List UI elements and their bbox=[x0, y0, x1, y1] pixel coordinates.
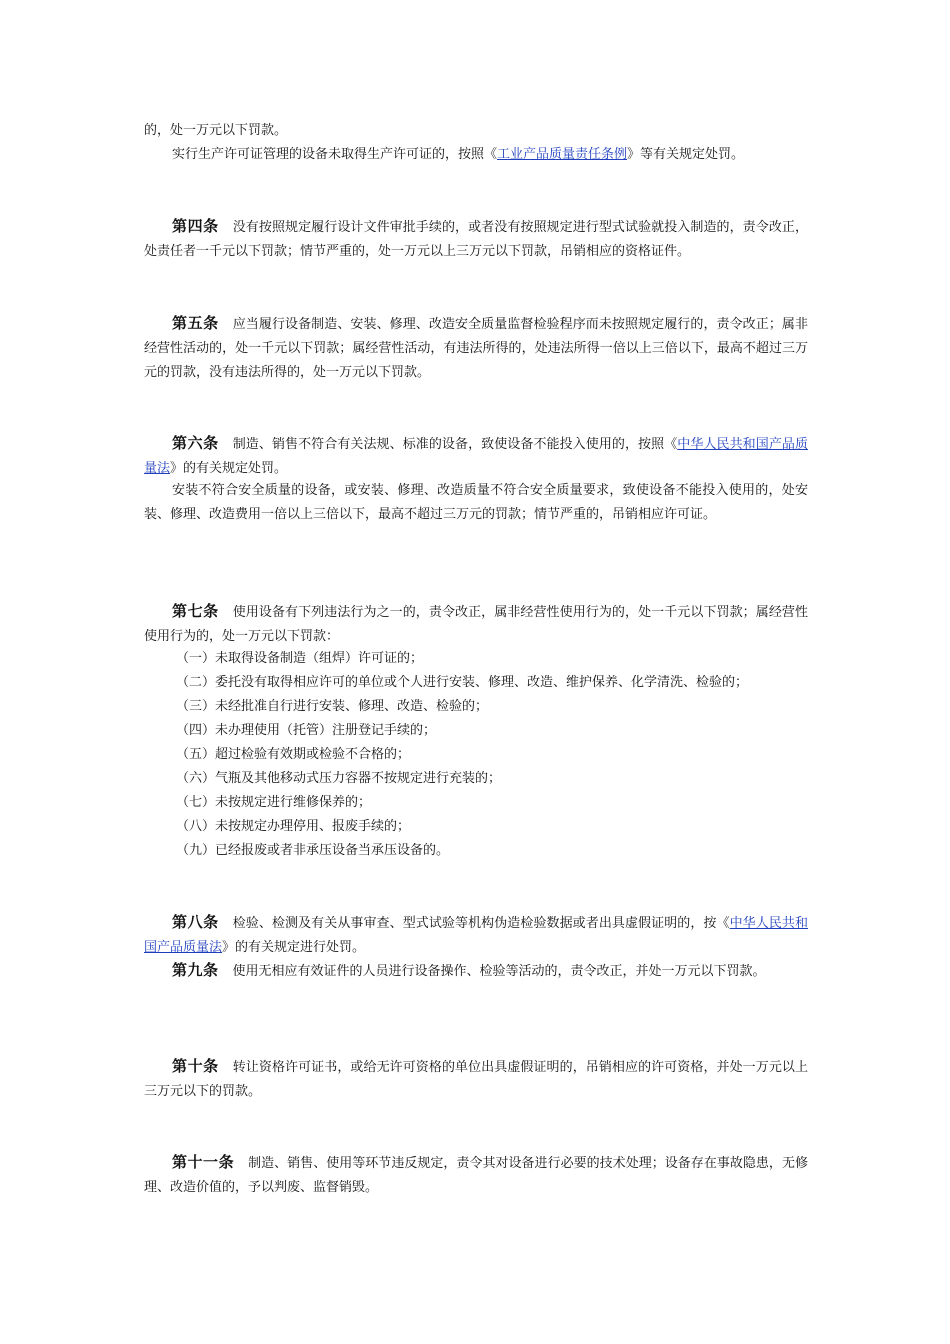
link-product-quality-law-2[interactable]: 中华人民共和国产品质量法 bbox=[144, 916, 808, 955]
article-5-title: 第五条 bbox=[172, 314, 219, 332]
link-industrial-product-quality-regulation[interactable]: 工业产品质量责任条例 bbox=[497, 147, 628, 162]
intro-line-2: 实行生产许可证管理的设备未取得生产许可证的，按照《工业产品质量责任条例》等有关规定处罚。 bbox=[172, 147, 745, 162]
article-5-body: 应当履行设备制造、安装、修理、改造安全质量监督检验程序而未按照规定履行的，责令改正；属非经营性活动的，处一千元以下罚款；属经营性活动，有违法所得的，处违法所得一倍以上三倍以下，最高不超过三万元的罚款，没有违法所得的，处一万元以下罚款。 bbox=[144, 317, 808, 380]
article-7-item: （四）未办理使用（托管）注册登记手续的； bbox=[176, 723, 437, 738]
article-7-item: （六）气瓶及其他移动式压力容器不按规定进行充装的； bbox=[176, 771, 502, 786]
article-7-item: （七）未按规定进行维修保养的； bbox=[176, 795, 372, 810]
intro-line-1: 的，处一万元以下罚款。 bbox=[144, 123, 288, 138]
article-4 bbox=[144, 214, 808, 264]
article-7-item: （九）已经报废或者非承压设备当承压设备的。 bbox=[176, 843, 450, 858]
article-4-title: 第四条 bbox=[172, 217, 219, 235]
article-9 bbox=[144, 958, 808, 984]
article-5 bbox=[144, 311, 808, 385]
article-9-body: 使用无相应有效证件的人员进行设备操作、检验等活动的，责令改正，并处一万元以下罚款。 bbox=[232, 964, 766, 979]
article-7 bbox=[144, 599, 808, 649]
article-7-item: （一）未取得设备制造（组焊）许可证的； bbox=[176, 651, 424, 666]
article-7-item: （五）超过检验有效期或检验不合格的； bbox=[176, 747, 411, 762]
article-11-title: 第十一条 bbox=[172, 1153, 235, 1171]
article-11-body: 制造、销售、使用等环节违反规定，责令其对设备进行必要的技术处理；设备存在事故隐患，无修理、改造价值的，予以判废、监督销毁。 bbox=[144, 1156, 808, 1195]
article-7-item: （三）未经批准自行进行安装、修理、改造、检验的； bbox=[176, 699, 489, 714]
link-product-quality-law[interactable]: 中华人民共和国产品质量法 bbox=[144, 437, 808, 476]
article-8-title: 第八条 bbox=[172, 913, 219, 931]
article-10-title: 第十条 bbox=[172, 1057, 219, 1075]
article-7-item: （八）未按规定办理停用、报废手续的； bbox=[176, 819, 411, 834]
article-10 bbox=[144, 1054, 808, 1104]
article-7-item: （二）委托没有取得相应许可的单位或个人进行安装、修理、改造、维护保养、化学清洗、检验的； bbox=[176, 675, 749, 690]
article-7-body: 使用设备有下列违法行为之一的，责令改正，属非经营性使用行为的，处一千元以下罚款；属经营性使用行为的，处一万元以下罚款： bbox=[144, 605, 808, 644]
article-11 bbox=[144, 1150, 808, 1200]
article-6-para-2: 安装不符合安全质量的设备，或安装、修理、改造质量不符合安全质量要求，致使设备不能投入使用的，处安装、修理、改造费用一倍以上三倍以下，最高不超过三万元的罚款；情节严重的，吊销相应许可证。 bbox=[144, 483, 808, 522]
article-9-title: 第九条 bbox=[172, 961, 219, 979]
article-4-body: 没有按照规定履行设计文件审批手续的，或者没有按照规定进行型式试验就投入制造的，责令改正，处责任者一千元以下罚款；情节严重的，处一万元以上三万元以下罚款，吊销相应的资格证件。 bbox=[144, 220, 808, 259]
article-6: 第六条 制造、销售不符合有关法规、标准的设备，致使设备不能投入使用的，按照《中华人民共和国产品质量法》的有关规定处罚。 bbox=[144, 434, 808, 476]
article-7-title: 第七条 bbox=[172, 602, 219, 620]
article-8: 第八条 检验、检测及有关从事审查、型式试验等机构伪造检验数据或者出具虚假证明的，按《中华人民共和国产品质量法》的有关规定进行处罚。 bbox=[144, 913, 808, 955]
article-6-title: 第六条 bbox=[172, 434, 219, 452]
article-10-body: 转让资格许可证书，或给无许可资格的单位出具虚假证明的，吊销相应的许可资格，并处一万元以上三万元以下的罚款。 bbox=[144, 1060, 808, 1099]
